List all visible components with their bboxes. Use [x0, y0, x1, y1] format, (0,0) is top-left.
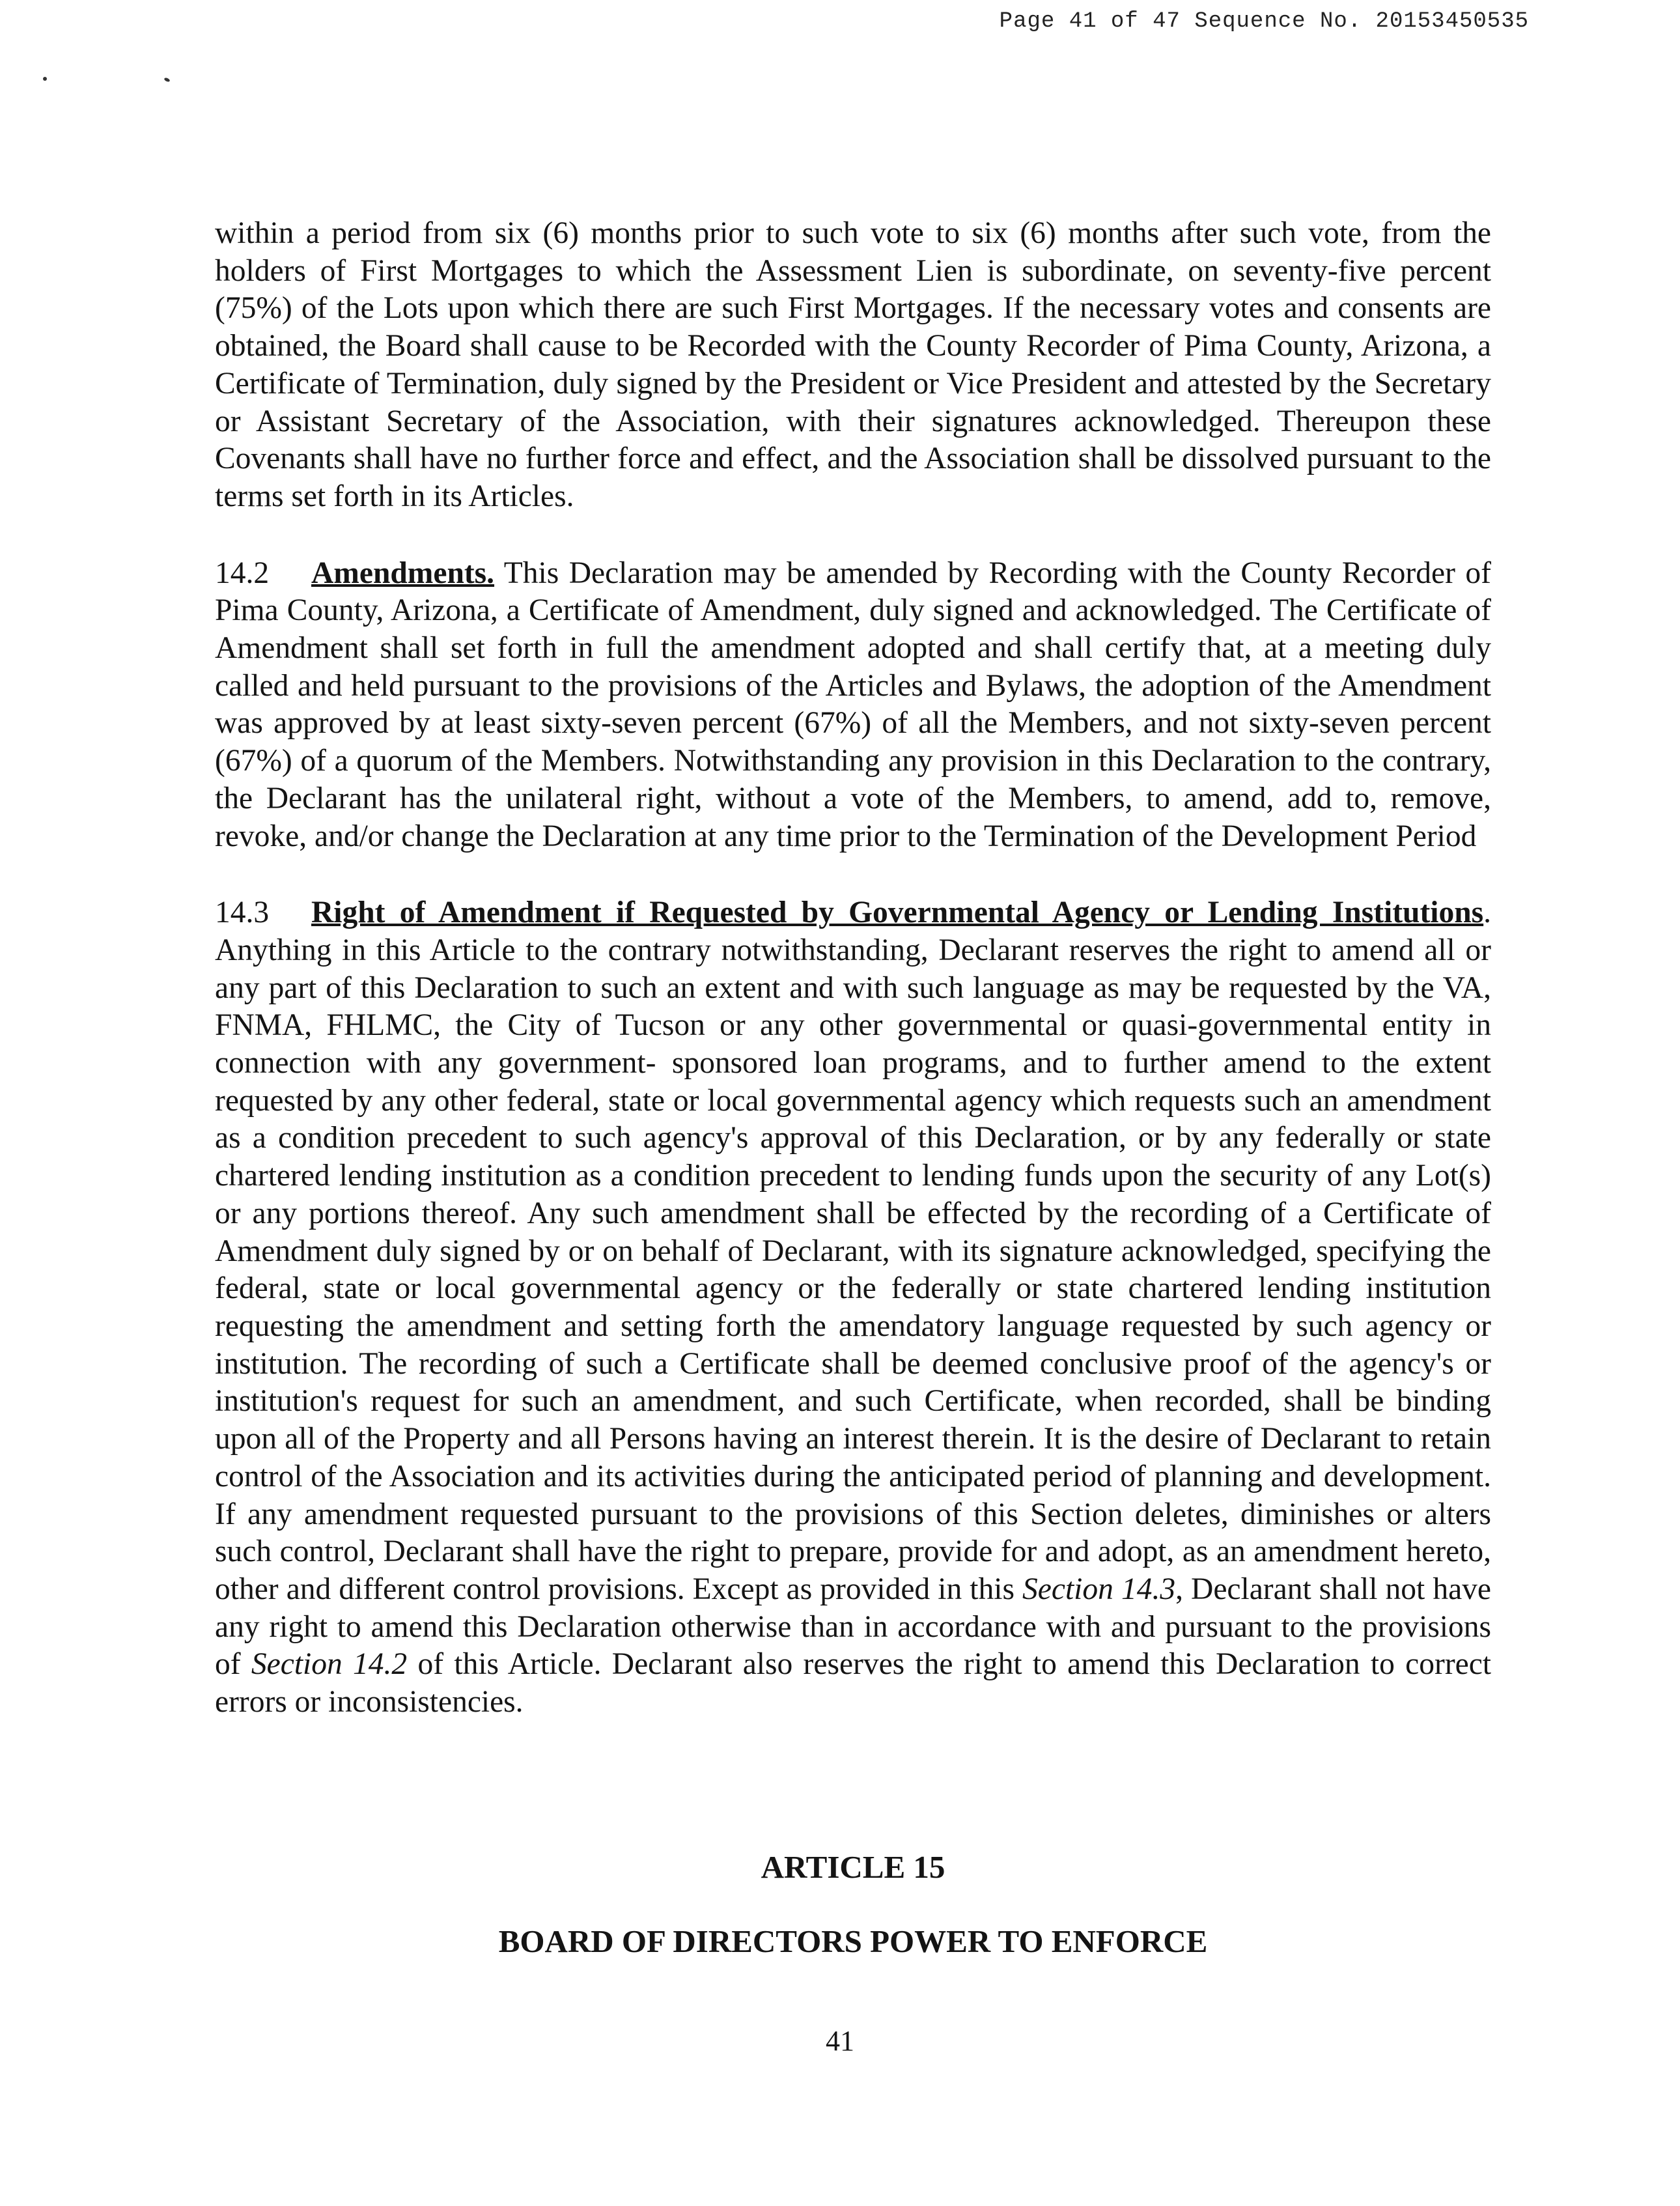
section-14-3 [215, 894, 1491, 1721]
section-reference: Section 14.3 [1022, 1572, 1176, 1606]
section-text: of this Article. Declarant also reserves the right to amend this Declaration to correct errors or inconsistencies. [215, 1647, 1492, 1719]
paragraph-termination-continued [215, 215, 1491, 516]
scan-speck [163, 77, 170, 82]
section-heading: Amendments. [311, 556, 495, 590]
document-header: Page 41 of 47 Sequence No. 20153450535 [999, 9, 1529, 34]
paragraph-text: within a period from six (6) months prior to such vote to six (6) months after such vote, from the holders of First Mortgages to which the Assessment Lien is subordinate, on seventy-five percent (75%) of the Lots upon which there are such First Mortgages. If the necessary votes and consents are obtained, the Board shall cause to be Recorded with the County Recorder of Pima County, Arizona, a Certificate of Termination, duly signed by the President or Vice President and attested by the Secretary or Assistant Secretary of the Association, with their signatures acknowledged. Thereupon these Covenants shall have no further force and effect, and the Association shall be dissolved pursuant to the terms set forth in its Articles. [215, 216, 1491, 513]
article-number: ARTICLE 15 [761, 1849, 945, 1885]
scan-speck [43, 77, 47, 81]
section-heading: Right of Amendment if Requested by Governmental Agency or Lending Institutions [311, 896, 1484, 930]
document-body [215, 215, 1491, 1761]
article-title: BOARD OF DIRECTORS POWER TO ENFORCE [498, 1923, 1208, 1959]
section-reference: Section 14.2 [251, 1647, 408, 1682]
section-text: . Anything in this Article to the contrary notwithstanding, Declarant reserves the right to amend all or any part of this Declaration to such an extent and with such language as may be requested by the VA, FNMA, FHLMC, the City of Tucson or any other governmental or quasi-governmental entity in connection with any government- sponsored loan programs, and to further amend to the extent requested by any other federal, state or local governmental agency which requests such an amendment as a condition precedent to such agency's approval of this Declaration, or by any federally or state chartered lending institution as a condition precedent to lending funds upon the security of any Lot(s) or any portions thereof. Any such amendment shall be effected by the recording of a Certificate of Amendment duly signed by or on behalf of Declarant, with its signature acknowledged, specifying the federal, state or local governmental agency or the federally or state chartered lending institution requesting the amendment and setting forth the amendatory language requested by such agency or institution. The recording of such a Certificate shall be deemed conclusive proof of the agency's or institution's request for such an amendment, and such Certificate, when recorded, shall be binding upon all of the Property and all Persons having an interest therein. It is the desire of Declarant to retain control of the Association and its activities during the anticipated period of planning and development. If any amendment requested pursuant to the provisions of this Section deletes, diminishes or alters such control, Declarant shall have the right to prepare, provide for and adopt, as an amendment hereto, other and different control provisions. Except as provided in this [215, 896, 1491, 1606]
section-number: 14.3 [215, 896, 270, 930]
section-14-2 [215, 555, 1491, 856]
section-text: This Declaration may be amended by Recording with the County Recorder of Pima County, Arizona, a Certificate of Amendment, duly signed and acknowledged. The Certificate of Amendment shall set forth in full the amendment adopted and shall certify that, at a meeting duly called and held pursuant to the provisions of the Articles and Bylaws, the adoption of the Amendment was approved by at least sixty-seven percent (67%) of all the Members, and not sixty-seven percent (67%) of a quorum of the Members. Notwithstanding any provision in this Declaration to the contrary, the Declarant has the unilateral right, without a vote of the Members, to amend, add to, remove, revoke, and/or change the Declaration at any time prior to the Termination of the Development Period [215, 556, 1491, 853]
section-number: 14.2 [215, 556, 270, 590]
section-text: , Declarant shall not have any right to amend this Declaration otherwise than in accordance with and pursuant to the provisions of [215, 1572, 1492, 1682]
page-number: 41 [826, 2025, 854, 2057]
